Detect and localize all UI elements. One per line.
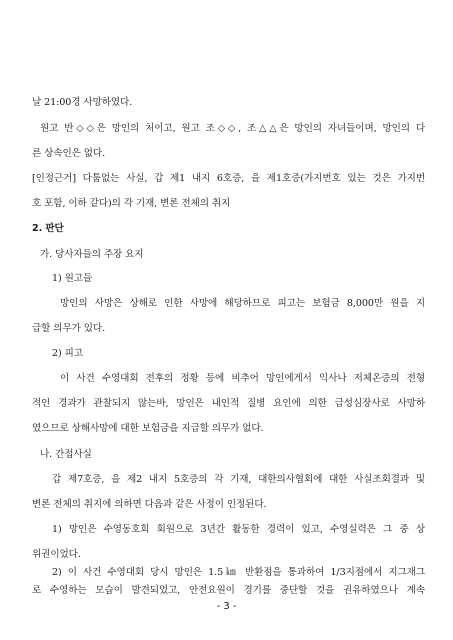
text-line: [인정근거] 다툼없는 사실, 갑 제1 내지 6호증, 을 제1호증(가지번호 있는 것은 가지번 xyxy=(32,173,425,184)
text-line: 였으므로 상해사망에 대한 보험금을 지급할 의무가 없다. xyxy=(32,423,264,434)
text-line: 급할 의무가 있다. xyxy=(32,323,106,334)
text-line: 위권이었다. xyxy=(32,549,81,560)
text-line: 망인의 사망은 상해로 인한 사망에 해당하므로 피고는 보험금 8,000만 원을 지 xyxy=(60,298,425,309)
text-line: 1) 망인은 수영동호회 회원으로 3년간 활동한 경력이 있고, 수영실력은 그 중 상 xyxy=(52,524,425,535)
text-line: 적인 경과가 관찰되지 않는바, 망인은 내인적 질병 요인에 의한 급성심장사로 사망하 xyxy=(32,398,425,409)
subsection-heading: 나. 간접사실 xyxy=(40,449,92,460)
text-line: 로 수영하는 모습이 발견되었고, 안전요원이 경기를 중단할 것을 권유하였으나 계속 xyxy=(32,585,425,596)
text-line: 변론 전체의 취지에 의하면 다음과 같은 사정이 인정된다. xyxy=(32,499,267,510)
text-line: 이 사건 수영대회 전후의 정황 등에 비추어 망인에게서 익사나 저체온증의 전형 xyxy=(60,373,425,384)
text-line: 갑 제7호증, 을 제2 내지 5호증의 각 기재, 대한의사협회에 대한 사실조회결과 및 xyxy=(52,474,425,485)
text-line: 날 21:00경 사망하였다. xyxy=(32,97,133,108)
text-line: 호 포함, 이하 같다)의 각 기재, 변론 전체의 취지 xyxy=(32,198,231,209)
subsection-heading: 가. 당사자들의 주장 요지 xyxy=(40,249,144,260)
text-line: 원고 반◇◇은 망인의 처이고, 원고 조◇◇, 조△△은 망인의 자녀들이며, 망인의 다 xyxy=(40,123,425,134)
text-line: 2) 피고 xyxy=(52,348,83,359)
text-line: 2) 이 사건 수영대회 당시 망인은 1.5㎞ 반환점을 통과하여 1/3지점에서 지그재그 xyxy=(52,567,425,578)
section-heading: 2. 판단 xyxy=(32,223,64,234)
page-number: - 3 - xyxy=(216,601,237,612)
text-line: 1) 원고들 xyxy=(52,273,93,284)
text-line: 른 상속인은 없다. xyxy=(32,148,106,159)
